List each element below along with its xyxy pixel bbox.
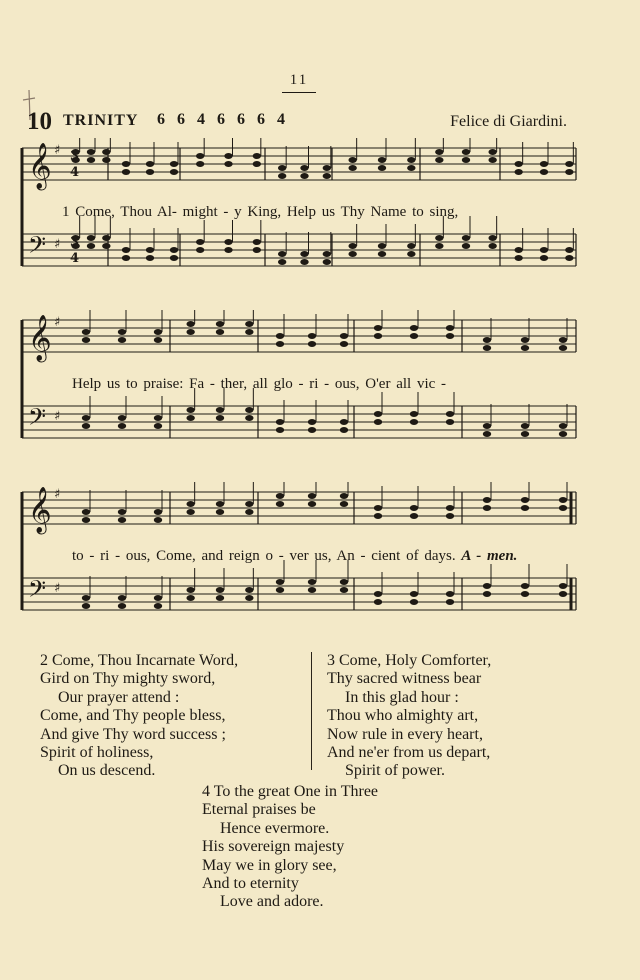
verse-line: Our prayer attend : [58,688,180,706]
lyric-text: to - ri - ous, Come, and reign o - ver us, An - cient of days. [72,548,456,564]
notehead [82,595,90,601]
verse-line: Now rule in every heart, [327,725,483,743]
notehead [435,243,443,249]
notehead [216,329,224,335]
verse-line: Thou who almighty art, [327,707,479,725]
bass-clef-icon: 𝄢 [28,575,47,608]
time-signature: 4 [70,251,80,266]
notehead [82,603,90,609]
notehead [340,333,348,339]
notehead [559,505,567,511]
meter: 6 6 4 6 6 6 4 [157,111,289,128]
notehead [308,587,316,593]
notehead [559,423,567,429]
sharp-icon: ♯ [54,581,61,596]
notehead [407,157,415,163]
notehead [540,255,548,261]
notehead [446,325,454,331]
notehead [374,411,382,417]
notehead [488,149,496,155]
notehead [565,247,573,253]
notehead [122,161,130,167]
notehead [323,251,331,257]
notehead [410,419,418,425]
verse-3 [327,652,491,781]
notehead [410,333,418,339]
notehead [348,243,356,249]
notehead [224,161,232,167]
notehead [122,169,130,175]
notehead [446,591,454,597]
notehead [410,599,418,605]
notehead [118,603,126,609]
hymn-header [27,108,567,134]
notehead [559,591,567,597]
notehead [374,591,382,597]
treble-clef-icon: 𝄞 [28,143,52,189]
notehead [186,595,194,601]
notehead [308,501,316,507]
notehead [87,149,95,155]
time-signature: 3 [70,149,80,164]
verse-line: On us descend. [58,762,156,780]
notehead [348,157,356,163]
notehead [462,243,470,249]
notehead [340,419,348,425]
notehead [253,247,261,253]
notehead [348,165,356,171]
notehead [216,587,224,593]
verse-line: Love and adore. [220,893,324,911]
notehead [514,169,522,175]
notehead [340,587,348,593]
verse-divider [311,652,312,770]
notehead [407,251,415,257]
notehead [245,501,253,507]
notehead [374,333,382,339]
notehead [118,595,126,601]
verse-line: Come, and Thy people bless, [40,707,226,725]
notehead [102,243,110,249]
notehead [278,259,286,265]
notehead [462,157,470,163]
notehead [186,587,194,593]
notehead [278,165,286,171]
notehead [410,411,418,417]
notehead [521,497,529,503]
notehead [540,169,548,175]
notehead [521,591,529,597]
notehead [118,337,126,343]
sharp-icon: ♯ [54,315,61,330]
notehead [559,497,567,503]
notehead [378,243,386,249]
notehead [276,501,284,507]
notehead [540,247,548,253]
notehead [300,165,308,171]
notehead [565,169,573,175]
notehead [118,509,126,515]
notehead [446,513,454,519]
notehead [323,259,331,265]
notehead [435,235,443,241]
notehead [483,505,491,511]
time-signature: 4 [70,165,80,180]
lyric-line-2: Help us to praise: Fa - ther, all glo - ri - ous, O'er all vic - [72,376,447,392]
notehead [186,501,194,507]
notehead [216,321,224,327]
notehead [82,337,90,343]
lyric-line-3 [72,548,517,565]
notehead [514,161,522,167]
verse-line: Eternal praises be [202,801,316,819]
notehead [276,579,284,585]
notehead [224,247,232,253]
notehead [514,255,522,261]
notehead [407,165,415,171]
verse-line: And to eternity [202,875,299,893]
notehead [216,509,224,515]
verse-line: And give Thy word success ; [40,725,226,743]
notehead [82,517,90,523]
notehead [514,247,522,253]
notehead [154,595,162,601]
notehead [170,247,178,253]
notehead [559,337,567,343]
notehead [488,235,496,241]
notehead [245,329,253,335]
bass-clef-icon: 𝄢 [28,403,47,436]
notehead [146,247,154,253]
amen: A - men. [461,548,518,564]
treble-clef-icon: 𝄞 [28,315,52,361]
notehead [521,345,529,351]
notehead [245,415,253,421]
notehead [154,423,162,429]
tune-name: TRINITY [63,112,139,129]
notehead [154,517,162,523]
page-number-rule [282,92,316,93]
notehead [154,415,162,421]
notehead [118,329,126,335]
sharp-icon: ♯ [54,237,61,252]
verse-number: 2 [40,652,48,669]
notehead [196,161,204,167]
notehead [102,149,110,155]
notehead [224,239,232,245]
notehead [378,157,386,163]
lyric-line-1: 1 Come, Thou Al- might - y King, Help us Thy Name to sing, [62,204,459,220]
notehead [374,325,382,331]
notehead [87,235,95,241]
notehead [483,423,491,429]
music-system-1 [20,138,580,288]
notehead [146,169,154,175]
notehead [374,599,382,605]
notehead [521,431,529,437]
sharp-icon: ♯ [54,487,61,502]
notehead [87,157,95,163]
notehead [378,251,386,257]
notehead [323,173,331,179]
notehead [407,243,415,249]
notehead [308,341,316,347]
notehead [300,251,308,257]
notehead [146,161,154,167]
notehead [410,505,418,511]
notehead [146,255,154,261]
notehead [446,505,454,511]
notehead [483,591,491,597]
notehead [186,415,194,421]
notehead [118,517,126,523]
notehead [410,513,418,519]
notehead [245,509,253,515]
notehead [308,579,316,585]
notehead [446,599,454,605]
notehead [154,603,162,609]
notehead [245,595,253,601]
verse-4 [202,783,378,912]
notehead [435,149,443,155]
notehead [340,427,348,433]
verse-line: Thy sacred witness bear [327,670,482,688]
notehead [446,333,454,339]
notehead [521,337,529,343]
notehead [276,333,284,339]
notehead [483,583,491,589]
verse-line: May we in glory see, [202,856,337,874]
verse-line: Gird on Thy mighty sword, [40,670,216,688]
notehead [308,493,316,499]
notehead [87,243,95,249]
notehead [308,419,316,425]
notehead [446,419,454,425]
notehead [446,411,454,417]
notehead [102,235,110,241]
notehead [186,407,194,413]
notehead [170,161,178,167]
notehead [340,493,348,499]
notehead [253,161,261,167]
verse-number: 4 [202,783,210,800]
notehead [170,255,178,261]
notehead [378,165,386,171]
notehead [340,579,348,585]
verse-2 [40,652,238,781]
notehead [348,251,356,257]
notehead [245,321,253,327]
notehead [521,583,529,589]
music-system-2 [20,310,580,460]
notehead [488,157,496,163]
treble-clef-icon: 𝄞 [28,487,52,533]
notehead [483,431,491,437]
notehead [276,427,284,433]
sharp-icon: ♯ [54,409,61,424]
notehead [462,149,470,155]
notehead [216,501,224,507]
notehead [559,345,567,351]
notehead [253,239,261,245]
notehead [410,325,418,331]
notehead [521,423,529,429]
notehead [278,173,286,179]
notehead [323,165,331,171]
notehead [82,509,90,515]
notehead [196,153,204,159]
notehead [278,251,286,257]
verse-line: Spirit of power. [345,762,445,780]
verse-line: His sovereign majesty [202,838,345,856]
notehead [216,415,224,421]
notehead [374,505,382,511]
notehead [245,587,253,593]
notehead [483,497,491,503]
notehead [253,153,261,159]
verse-line: 2 Come, Thou Incarnate Word, [40,652,239,669]
notehead [462,235,470,241]
notehead [374,419,382,425]
notehead [483,345,491,351]
notehead [82,329,90,335]
verse-line: 4 To the great One in Three [202,783,379,800]
notehead [488,243,496,249]
notehead [559,583,567,589]
notehead [186,321,194,327]
notehead [82,423,90,429]
notehead [186,509,194,515]
notehead [186,329,194,335]
notehead [216,595,224,601]
verse-line: Hence evermore. [220,819,330,837]
notehead [154,329,162,335]
time-signature: 3 [70,235,80,250]
notehead [118,423,126,429]
sharp-icon: ♯ [54,143,61,158]
notehead [565,161,573,167]
notehead [216,407,224,413]
notehead [245,407,253,413]
verse-line: 3 Come, Holy Comforter, [327,652,492,669]
page-number: 11 [289,72,309,88]
notehead [340,341,348,347]
notehead [102,157,110,163]
notehead [300,173,308,179]
notehead [122,255,130,261]
notehead [118,415,126,421]
notehead [82,415,90,421]
notehead [276,493,284,499]
notehead [521,505,529,511]
notehead [559,431,567,437]
notehead [196,247,204,253]
verse-line: Spirit of holiness, [40,744,154,762]
notehead [410,591,418,597]
notehead [276,587,284,593]
notehead [374,513,382,519]
notehead [224,153,232,159]
notehead [300,259,308,265]
notehead [540,161,548,167]
notehead [308,333,316,339]
notehead [154,337,162,343]
notehead [122,247,130,253]
notehead [483,337,491,343]
verse-line: In this glad hour : [345,688,459,706]
notehead [565,255,573,261]
notehead [308,427,316,433]
music-system-3 [20,482,580,632]
notehead [435,157,443,163]
composer: Felice di Giardini. [450,113,567,130]
notehead [276,341,284,347]
notehead [170,169,178,175]
notehead [276,419,284,425]
notehead [196,239,204,245]
hymn-number: 10 [27,108,52,135]
verse-number: 3 [327,652,335,669]
bass-clef-icon: 𝄢 [28,231,47,264]
notehead [154,509,162,515]
verse-line: And ne'er from us depart, [327,744,491,762]
notehead [340,501,348,507]
